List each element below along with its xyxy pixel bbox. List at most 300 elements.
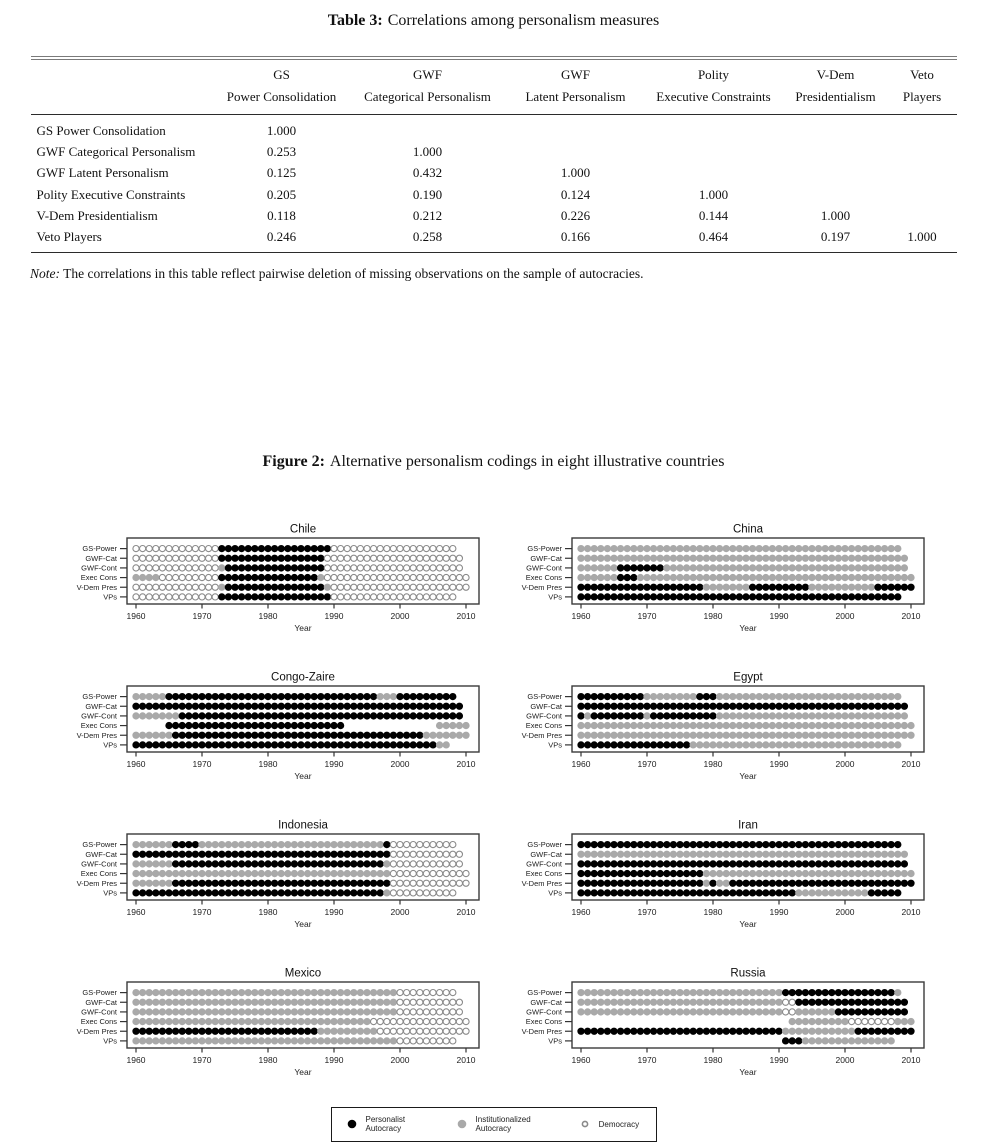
data-dot xyxy=(644,732,650,738)
data-dot xyxy=(364,1028,370,1034)
data-dot xyxy=(443,732,449,738)
data-dot xyxy=(324,1018,330,1024)
data-dot xyxy=(802,851,808,857)
data-dot xyxy=(285,1009,291,1015)
data-dot xyxy=(430,742,436,748)
data-dot xyxy=(258,1018,264,1024)
data-dot xyxy=(802,722,808,728)
data-dot xyxy=(802,693,808,699)
data-dot xyxy=(232,841,238,847)
table-row xyxy=(31,115,957,142)
column-header-line2: Categorical Personalism xyxy=(364,89,491,104)
data-dot xyxy=(611,890,617,896)
data-dot xyxy=(311,693,317,699)
data-dot xyxy=(816,732,822,738)
data-dot xyxy=(796,861,802,867)
data-dot xyxy=(763,890,769,896)
data-dot xyxy=(258,841,264,847)
data-dot xyxy=(179,870,185,876)
data-dot xyxy=(298,1028,304,1034)
data-dot xyxy=(875,999,881,1005)
data-dot xyxy=(430,890,436,896)
data-dot xyxy=(311,555,317,561)
panel-title: Mexico xyxy=(284,967,322,980)
data-dot xyxy=(437,999,443,1005)
data-dot xyxy=(677,594,683,600)
data-dot xyxy=(591,880,597,886)
data-dot xyxy=(684,703,690,709)
data-dot xyxy=(397,732,403,738)
data-dot xyxy=(783,703,789,709)
data-dot xyxy=(258,722,264,728)
data-dot xyxy=(789,732,795,738)
y-axis-label: VPs xyxy=(548,1036,562,1046)
data-dot xyxy=(585,1028,591,1034)
data-dot xyxy=(443,1038,449,1044)
data-dot xyxy=(192,594,198,600)
data-dot xyxy=(245,999,251,1005)
data-dot xyxy=(888,584,894,590)
data-dot xyxy=(153,742,159,748)
data-dot xyxy=(364,574,370,580)
data-dot xyxy=(750,870,756,876)
data-dot xyxy=(842,890,848,896)
panel-title: Indonesia xyxy=(278,819,328,832)
data-dot xyxy=(225,989,231,995)
data-dot xyxy=(703,999,709,1005)
data-dot xyxy=(291,594,297,600)
data-dot xyxy=(882,594,888,600)
data-dot xyxy=(133,989,139,995)
data-dot xyxy=(371,1009,377,1015)
data-dot xyxy=(875,565,881,571)
data-dot xyxy=(809,870,815,876)
data-dot xyxy=(377,574,383,580)
data-dot xyxy=(631,890,637,896)
data-dot xyxy=(637,722,643,728)
data-dot xyxy=(611,861,617,867)
data-dot xyxy=(717,999,723,1005)
data-dot xyxy=(133,584,139,590)
data-dot xyxy=(670,851,676,857)
figure-title-label: Figure 2: xyxy=(262,452,325,470)
data-dot xyxy=(888,703,894,709)
data-dot xyxy=(206,890,212,896)
data-dot xyxy=(816,861,822,867)
data-dot xyxy=(637,713,643,719)
data-dot xyxy=(723,1028,729,1034)
data-dot xyxy=(173,870,179,876)
data-dot xyxy=(657,545,663,551)
data-dot xyxy=(730,880,736,886)
data-dot xyxy=(179,732,185,738)
data-dot xyxy=(371,594,377,600)
data-dot xyxy=(212,693,218,699)
data-dot xyxy=(397,693,403,699)
data-dot xyxy=(651,722,657,728)
data-dot xyxy=(789,999,795,1005)
data-dot xyxy=(690,574,696,580)
data-dot xyxy=(186,841,192,847)
data-dot xyxy=(173,890,179,896)
data-dot xyxy=(384,1028,390,1034)
data-dot xyxy=(598,722,604,728)
data-dot xyxy=(875,584,881,590)
table-row xyxy=(31,142,957,163)
data-dot xyxy=(318,693,324,699)
data-dot xyxy=(578,584,584,590)
x-axis-tick-label: 1980 xyxy=(258,610,278,621)
data-dot xyxy=(265,870,271,876)
data-dot xyxy=(822,841,828,847)
data-dot xyxy=(285,999,291,1005)
data-dot xyxy=(404,1018,410,1024)
data-dot xyxy=(146,890,152,896)
data-dot xyxy=(443,584,449,590)
data-dot xyxy=(410,703,416,709)
data-dot xyxy=(723,545,729,551)
data-dot xyxy=(351,594,357,600)
x-axis-tick-label: 1970 xyxy=(637,758,657,769)
data-dot xyxy=(578,703,584,709)
data-dot xyxy=(578,565,584,571)
data-dot xyxy=(212,722,218,728)
data-dot xyxy=(166,545,172,551)
data-dot xyxy=(252,851,258,857)
data-dot xyxy=(239,880,245,886)
data-dot xyxy=(278,989,284,995)
data-dot xyxy=(802,703,808,709)
data-dot xyxy=(206,1009,212,1015)
data-dot xyxy=(631,584,637,590)
data-dot xyxy=(410,555,416,561)
data-dot xyxy=(703,841,709,847)
data-dot xyxy=(245,1038,251,1044)
data-dot xyxy=(166,555,172,561)
table-note-label: Note: xyxy=(30,265,60,281)
data-dot xyxy=(423,1018,429,1024)
data-dot xyxy=(631,861,637,867)
data-dot xyxy=(822,1028,828,1034)
data-dot xyxy=(651,565,657,571)
data-dot xyxy=(371,851,377,857)
x-axis-tick-label: 2010 xyxy=(901,906,921,917)
data-dot xyxy=(159,861,165,867)
data-dot xyxy=(868,594,874,600)
data-dot xyxy=(450,703,456,709)
data-dot xyxy=(384,1009,390,1015)
data-dot xyxy=(862,703,868,709)
data-dot xyxy=(305,989,311,995)
data-dot xyxy=(637,703,643,709)
data-dot xyxy=(677,565,683,571)
data-dot xyxy=(829,732,835,738)
data-dot xyxy=(743,703,749,709)
data-dot xyxy=(769,565,775,571)
data-dot xyxy=(133,703,139,709)
data-dot xyxy=(637,989,643,995)
data-dot xyxy=(578,545,584,551)
data-dot xyxy=(690,722,696,728)
data-dot xyxy=(371,880,377,886)
data-dot xyxy=(153,989,159,995)
data-dot xyxy=(212,1038,218,1044)
data-dot xyxy=(173,1018,179,1024)
data-dot xyxy=(384,989,390,995)
data-dot xyxy=(265,594,271,600)
data-dot xyxy=(651,880,657,886)
x-axis-tick-label: 1990 xyxy=(769,1054,789,1065)
data-dot xyxy=(331,565,337,571)
data-dot xyxy=(730,594,736,600)
data-dot xyxy=(377,742,383,748)
data-dot xyxy=(364,1009,370,1015)
data-dot xyxy=(578,732,584,738)
data-dot xyxy=(776,703,782,709)
data-dot xyxy=(338,565,344,571)
data-dot xyxy=(153,555,159,561)
x-axis-tick-label: 1970 xyxy=(192,758,212,769)
data-dot xyxy=(206,565,212,571)
data-dot xyxy=(232,693,238,699)
data-dot xyxy=(868,851,874,857)
data-dot xyxy=(437,732,443,738)
data-dot xyxy=(245,565,251,571)
data-dot xyxy=(703,703,709,709)
data-dot xyxy=(809,703,815,709)
data-dot xyxy=(252,1009,258,1015)
data-dot xyxy=(146,1009,152,1015)
data-dot xyxy=(888,841,894,847)
data-dot xyxy=(796,890,802,896)
data-dot xyxy=(730,989,736,995)
data-dot xyxy=(591,703,597,709)
data-dot xyxy=(670,732,676,738)
country-panel-iran xyxy=(504,819,949,931)
data-dot xyxy=(578,861,584,867)
data-dot xyxy=(637,890,643,896)
data-dot xyxy=(258,1009,264,1015)
data-dot xyxy=(456,870,462,876)
data-dot xyxy=(344,594,350,600)
data-dot xyxy=(585,555,591,561)
data-dot xyxy=(133,1028,139,1034)
data-dot xyxy=(417,584,423,590)
data-dot xyxy=(684,841,690,847)
data-dot xyxy=(331,861,337,867)
data-dot xyxy=(618,1009,624,1015)
data-dot xyxy=(331,1018,337,1024)
data-dot xyxy=(750,989,756,995)
data-dot xyxy=(417,565,423,571)
data-dot xyxy=(404,861,410,867)
data-dot xyxy=(875,1028,881,1034)
data-dot xyxy=(186,555,192,561)
data-dot xyxy=(338,1009,344,1015)
data-dot xyxy=(730,1028,736,1034)
data-dot xyxy=(756,989,762,995)
data-dot xyxy=(298,841,304,847)
data-dot xyxy=(173,584,179,590)
data-dot xyxy=(664,713,670,719)
data-dot xyxy=(186,703,192,709)
data-dot xyxy=(384,703,390,709)
data-dot xyxy=(430,1009,436,1015)
data-dot xyxy=(153,693,159,699)
data-dot xyxy=(644,574,650,580)
data-dot xyxy=(743,722,749,728)
data-dot xyxy=(723,594,729,600)
data-dot xyxy=(743,1009,749,1015)
data-dot xyxy=(166,870,172,876)
data-dot xyxy=(862,1018,868,1024)
data-dot xyxy=(829,890,835,896)
data-dot xyxy=(133,861,139,867)
column-header-line1: GWF xyxy=(561,67,590,82)
data-dot xyxy=(384,890,390,896)
data-dot xyxy=(835,574,841,580)
data-dot xyxy=(384,742,390,748)
data-dot xyxy=(331,555,337,561)
data-dot xyxy=(829,999,835,1005)
correlation-value: 0.246 xyxy=(266,228,297,244)
data-dot xyxy=(585,870,591,876)
x-axis-title: Year xyxy=(739,770,757,781)
data-dot xyxy=(305,574,311,580)
data-dot xyxy=(206,742,212,748)
data-dot xyxy=(265,713,271,719)
data-dot xyxy=(232,870,238,876)
data-dot xyxy=(410,880,416,886)
data-dot xyxy=(578,713,584,719)
correlation-value: 0.190 xyxy=(412,186,443,202)
data-dot xyxy=(849,732,855,738)
correlation-value xyxy=(644,115,784,142)
data-dot xyxy=(901,732,907,738)
data-dot xyxy=(868,565,874,571)
data-dot xyxy=(796,574,802,580)
data-dot xyxy=(604,989,610,995)
data-dot xyxy=(644,880,650,886)
data-dot xyxy=(192,1018,198,1024)
data-dot xyxy=(631,732,637,738)
data-dot xyxy=(829,693,835,699)
data-dot xyxy=(631,1009,637,1015)
data-dot xyxy=(443,693,449,699)
data-dot xyxy=(199,565,205,571)
data-dot xyxy=(664,861,670,867)
data-dot xyxy=(776,870,782,876)
data-dot xyxy=(868,1018,874,1024)
data-dot xyxy=(206,1018,212,1024)
data-dot xyxy=(664,693,670,699)
data-dot xyxy=(443,545,449,551)
data-dot xyxy=(684,1028,690,1034)
data-dot xyxy=(888,870,894,876)
data-dot xyxy=(377,999,383,1005)
data-dot xyxy=(796,989,802,995)
data-dot xyxy=(199,1009,205,1015)
data-dot xyxy=(783,594,789,600)
data-dot xyxy=(849,1018,855,1024)
data-dot xyxy=(644,851,650,857)
data-dot xyxy=(344,742,350,748)
data-dot xyxy=(651,742,657,748)
data-dot xyxy=(743,713,749,719)
data-dot xyxy=(763,703,769,709)
data-dot xyxy=(252,1038,258,1044)
data-dot xyxy=(371,693,377,699)
data-dot xyxy=(206,861,212,867)
data-dot xyxy=(717,880,723,886)
data-dot xyxy=(743,861,749,867)
data-dot xyxy=(456,851,462,857)
data-dot xyxy=(816,841,822,847)
data-dot xyxy=(377,1009,383,1015)
data-dot xyxy=(703,880,709,886)
data-dot xyxy=(789,703,795,709)
data-dot xyxy=(311,742,317,748)
data-dot xyxy=(239,584,245,590)
data-dot xyxy=(756,555,762,561)
data-dot xyxy=(417,1018,423,1024)
data-dot xyxy=(371,1028,377,1034)
data-dot xyxy=(901,584,907,590)
data-dot xyxy=(789,742,795,748)
data-dot xyxy=(344,555,350,561)
data-dot xyxy=(756,861,762,867)
data-dot xyxy=(789,1038,795,1044)
data-dot xyxy=(153,584,159,590)
data-dot xyxy=(783,890,789,896)
data-dot xyxy=(298,574,304,580)
data-dot xyxy=(291,1038,297,1044)
data-dot xyxy=(677,1009,683,1015)
data-dot xyxy=(252,703,258,709)
data-dot xyxy=(624,594,630,600)
data-dot xyxy=(357,1018,363,1024)
data-dot xyxy=(410,713,416,719)
correlation-value xyxy=(888,115,957,142)
data-dot xyxy=(697,555,703,561)
data-dot xyxy=(789,880,795,886)
data-dot xyxy=(730,841,736,847)
data-dot xyxy=(186,851,192,857)
data-dot xyxy=(450,841,456,847)
data-dot xyxy=(192,1038,198,1044)
data-dot xyxy=(703,1009,709,1015)
data-dot xyxy=(318,870,324,876)
data-dot xyxy=(750,880,756,886)
data-dot xyxy=(265,841,271,847)
data-dot xyxy=(166,574,172,580)
data-dot xyxy=(670,565,676,571)
data-dot xyxy=(756,713,762,719)
data-dot xyxy=(186,545,192,551)
data-dot xyxy=(710,1028,716,1034)
data-dot xyxy=(598,565,604,571)
data-dot xyxy=(450,851,456,857)
data-dot xyxy=(875,1009,881,1015)
data-dot xyxy=(578,890,584,896)
data-dot xyxy=(690,594,696,600)
data-dot xyxy=(618,565,624,571)
data-dot xyxy=(855,545,861,551)
data-dot xyxy=(723,565,729,571)
data-dot xyxy=(862,594,868,600)
data-dot xyxy=(783,1009,789,1015)
y-axis-label: Exec Cons xyxy=(525,1017,562,1027)
